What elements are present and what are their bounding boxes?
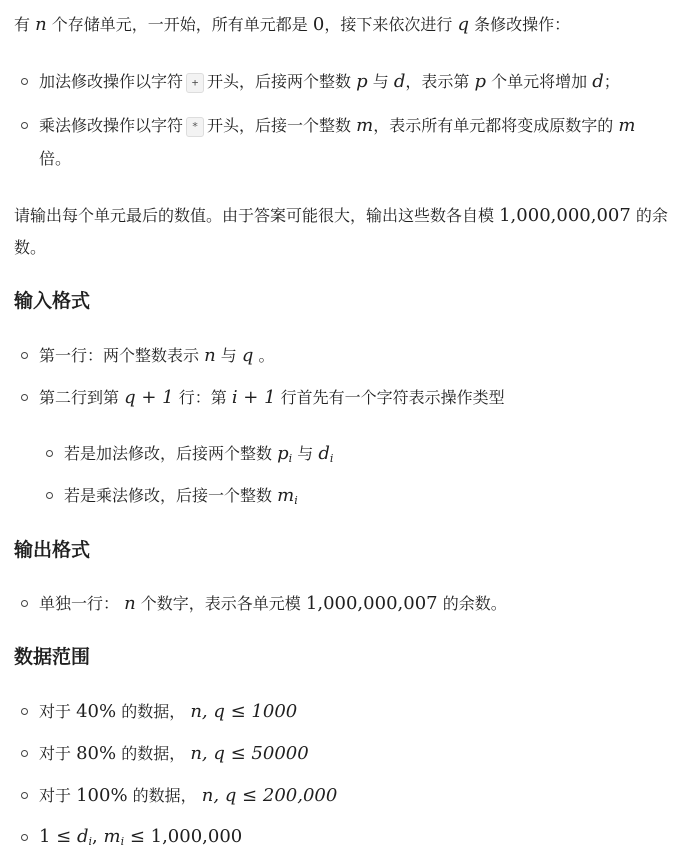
math-var	[318, 443, 333, 464]
math-num: 1,000,000,007	[305, 593, 438, 614]
range-item-4	[39, 828, 242, 847]
var: m	[277, 485, 295, 506]
math-expr: n, q ≤ 200,000	[201, 785, 338, 806]
subscript: i	[294, 494, 298, 507]
text: 乘法修改操作以字符	[39, 116, 184, 135]
text: 的数据，	[121, 744, 186, 763]
bullet	[21, 834, 28, 841]
math-var: d	[393, 71, 406, 92]
range-item-3	[39, 787, 337, 805]
text: 数。	[14, 238, 47, 257]
subscript: i	[88, 835, 93, 848]
output-item	[39, 595, 507, 613]
text: 对于	[39, 786, 72, 805]
output-desc	[14, 207, 668, 225]
bullet	[21, 708, 28, 715]
text: 开头，后接一个整数	[207, 116, 352, 135]
math-var	[277, 443, 292, 464]
math-part: 1 ≤	[39, 826, 77, 847]
math-num: 100%	[76, 785, 128, 806]
text: 行：第	[178, 388, 227, 407]
text: 的余数。	[442, 594, 507, 613]
text: 对于	[39, 702, 72, 721]
input-item-2	[39, 389, 505, 407]
text: 条修改操作：	[474, 15, 571, 34]
math-var: d	[592, 71, 604, 92]
text: 与	[297, 444, 314, 463]
bullet	[21, 600, 28, 607]
text: 的数据，	[132, 786, 197, 805]
text: 第二行到第	[39, 388, 120, 407]
math-var: m	[356, 115, 374, 136]
math-expr: q + 1	[124, 387, 174, 408]
math-num: 1,000,000,007	[499, 205, 631, 226]
code-star: *	[186, 117, 204, 137]
text: ，表示第	[405, 72, 470, 91]
input-subitem-add	[64, 445, 333, 464]
text: ，接下来依次进行	[324, 15, 453, 34]
math-var: m	[618, 115, 636, 136]
math-var	[277, 485, 298, 506]
text: 单独一行：	[39, 594, 120, 613]
bullet	[21, 352, 28, 359]
text: 与	[220, 346, 237, 365]
text: 若是乘法修改，后接一个整数	[64, 486, 273, 505]
math-expr: n, q ≤ 50000	[190, 743, 309, 764]
text: 有	[14, 15, 31, 34]
var: p	[277, 443, 289, 464]
math-var: p	[356, 71, 368, 92]
text: ，表示所有单元都将变成原数字的	[373, 116, 614, 135]
subscript: i	[329, 452, 334, 465]
subscript: i	[288, 452, 293, 465]
text: 个单元将增加	[491, 72, 588, 91]
math-var: q	[457, 14, 469, 35]
heading-output-format: 输出格式	[14, 539, 91, 561]
text: 。	[258, 346, 275, 365]
heading-input-format: 输入格式	[14, 290, 91, 312]
math-part: ≤ 1,000,000	[124, 826, 243, 847]
op-add-item	[39, 73, 620, 93]
var: d	[318, 443, 330, 464]
text: 开头，后接两个整数	[207, 72, 352, 91]
text: 若是加法修改，后接两个整数	[64, 444, 273, 463]
heading-data-range: 数据范围	[14, 646, 91, 668]
bullet	[21, 122, 28, 129]
code-plus: +	[186, 73, 204, 93]
math-var: n	[204, 345, 216, 366]
op-mul-item	[39, 117, 635, 137]
text: 行首先有一个字符表示操作类型	[280, 388, 505, 407]
range-item-2	[39, 745, 309, 763]
bullet	[21, 750, 28, 757]
math-expr: i + 1	[231, 387, 276, 408]
op-mul-cont	[39, 151, 71, 167]
math-var: p	[474, 71, 487, 92]
bullet	[46, 450, 53, 457]
math-num: 40%	[76, 701, 117, 722]
bullet	[21, 394, 28, 401]
text: 的余	[635, 206, 668, 225]
text: 个存储单元，一开始，所有单元都是	[51, 15, 308, 34]
text: 的数据，	[121, 702, 186, 721]
math-num: 80%	[76, 743, 117, 764]
range-item-1	[39, 703, 297, 721]
bullet	[21, 792, 28, 799]
math-var: m	[103, 826, 121, 847]
intro-line	[14, 16, 570, 34]
bullet	[21, 78, 28, 85]
math-expr: n, q ≤ 1000	[190, 701, 298, 722]
math-var: q	[241, 345, 254, 366]
text: 倍。	[39, 149, 72, 168]
text: 个数字，表示各单元模	[140, 594, 301, 613]
input-subitem-mul	[64, 487, 298, 506]
text: 加法修改操作以字符	[39, 72, 184, 91]
math-var: n	[35, 14, 47, 35]
text: ；	[603, 72, 620, 91]
text: 请输出每个单元最后的数值。由于答案可能很大，输出这些数各自模	[14, 206, 495, 225]
text: 第一行：两个整数表示	[39, 346, 200, 365]
bullet	[46, 492, 53, 499]
input-item-1	[39, 347, 275, 365]
math-num: 0	[312, 14, 325, 35]
math-var: n	[124, 593, 136, 614]
math-part: ,	[92, 826, 104, 847]
subscript: i	[120, 835, 125, 848]
math-var: d	[76, 826, 89, 847]
output-desc-cont	[14, 240, 46, 256]
text: 对于	[39, 744, 72, 763]
text: 与	[372, 72, 389, 91]
